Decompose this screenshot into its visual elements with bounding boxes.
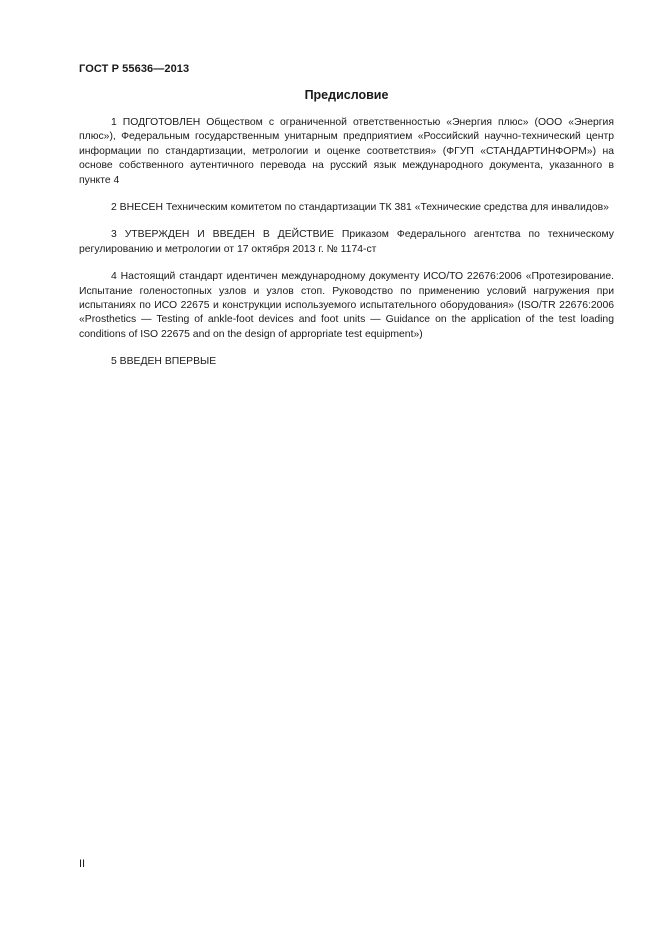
page-title: Предисловие (304, 88, 389, 102)
foreword-body (79, 116, 614, 383)
foreword-paragraph-1: 1 ПОДГОТОВЛЕН Обществом с ограниченной ответственностью «Энергия плюс» (ООО «Энергия плюс»), Федеральным государственным унитарным предприятием «Российский научно-технический центр информации по стандартизации, метрологии и оценке соответствия» (ФГУП «СТАНДАРТИНФОРМ») на основе собственного аутентичного перевода на русский язык международного документа, указанного в пункте 4 (79, 117, 614, 186)
foreword-paragraph-4: 4 Настоящий стандарт идентичен международному документу ИСО/ТО 22676:2006 «Протезирование. Испытание голеностопных узлов и узлов стоп. Руководство по применению условий нагружения при испытаниях по ИСО 22675 и конструкции используемого испытательного оборудования» (ISO/TR 22676:2006 «Prosthetics — Testing of ankle-foot devices and foot units — Guidance on the application of the test loading conditions of ISO 22675 and on the design of appropriate test equipment») (79, 271, 614, 340)
foreword-paragraph-3: 3 УТВЕРЖДЕН И ВВЕДЕН В ДЕЙСТВИЕ Приказом Федерального агентства по техническому регулированию и метрологии от 17 октября 2013 г. № 1174-ст (79, 229, 614, 255)
page-number: II (79, 858, 86, 870)
foreword-paragraph-2: 2 ВНЕСЕН Техническим комитетом по стандартизации ТК 381 «Технические средства для инвалидов» (111, 202, 609, 214)
standard-code: ГОСТ Р 55636—2013 (79, 63, 190, 75)
foreword-paragraph-5: 5 ВВЕДЕН ВПЕРВЫЕ (111, 356, 217, 368)
